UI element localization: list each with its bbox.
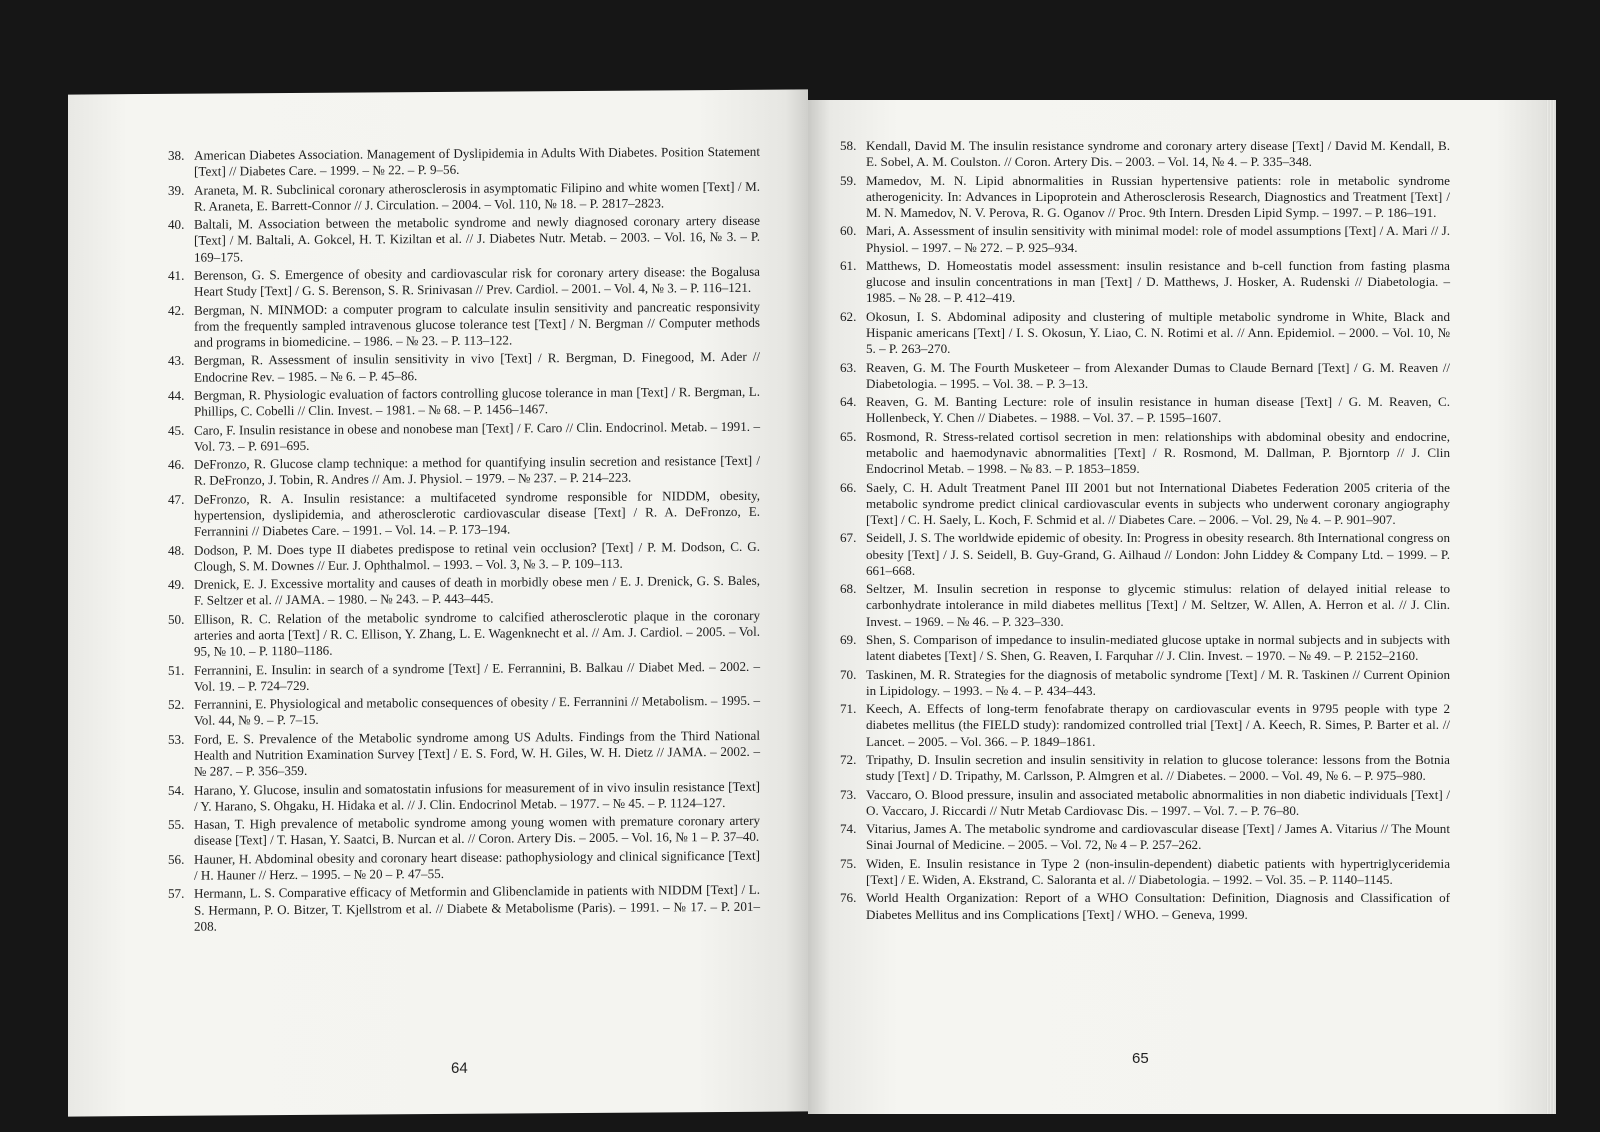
reference-number: 53. (168, 731, 185, 747)
reference-item (840, 394, 1450, 426)
reference-item (840, 667, 1450, 699)
reference-list (840, 138, 1450, 925)
right-page (808, 100, 1556, 1114)
reference-item (168, 349, 760, 386)
reference-number: 52. (168, 696, 185, 713)
reference-number: 75. (840, 855, 857, 871)
reference-number: 39. (168, 182, 185, 198)
reference-text: Taskinen, M. R. Strategies for the diagnosis of metabolic syndrome [Text] / M. R. Taskinen // Current Opinion in Lipidology. – 1993. – № 4. – P. 434–443. (866, 666, 1450, 698)
reference-number: 50. (168, 611, 185, 627)
page-edge (1546, 100, 1556, 1114)
reference-text: DeFronzo, R. A. Insulin resistance: a multifaceted syndrome responsible for NIDDM, obesity, hypertension, dyslipidemia, and atherosclerotic cardiovascular disease [Text] / R. A. DeFronzo, E. Ferrannini // Diabetes Care. – 1991. – Vol. 14. – P. 173–194. (194, 487, 760, 539)
reference-text: Okosun, I. S. Abdominal adiposity and clustering of multiple metabolic syndrome in White, Black and Hispanic americans [Text] / I. S. Okosun, Y. Liao, C. N. Rotimi et al. // Ann. Epidemiol. – 2000. – Vol. 10, № 5. – P. 263–270. (866, 308, 1450, 357)
reference-text: Vitarius, James A. The metabolic syndrome and cardiovascular disease [Text] / James A. Vitarius // The Mount Sinai Journal of Medicine. – 2005. – Vol. 72, № 4 – P. 257–262. (866, 821, 1450, 853)
reference-number: 70. (840, 666, 857, 682)
reference-number: 66. (840, 479, 857, 495)
reference-number: 76. (840, 890, 857, 906)
reference-text: Kendall, David M. The insulin resistance syndrome and coronary artery disease [Text] / David M. Kendall, B. E. Sobel, A. M. Coulston. // Coron. Artery Dis. – 2003. – Vol. 14, № 4. – P. 335–348. (866, 138, 1450, 170)
reference-item (168, 178, 760, 215)
reference-number: 62. (840, 308, 857, 324)
reference-text: Matthews, D. Homeostatis model assessment: insulin resistance and b-cell function from fasting plasma glucose and insulin concentrations in man [Text] / D. Matthews, J. Hosker, A. Rudenski // Diabetologia. – 1985. – № 28. – P. 412–419. (866, 257, 1450, 306)
reference-item (168, 213, 760, 266)
reference-item (840, 856, 1450, 888)
reference-item (840, 632, 1450, 664)
reference-item (840, 787, 1450, 819)
reference-number: 48. (168, 542, 185, 558)
reference-text: Drenick, E. J. Excessive mortality and causes of death in morbidly obese men / E. J. Drenick, G. S. Bales, F. Seltzer et al. // JAMA. – 1980. – № 243. – P. 443–445. (194, 572, 760, 609)
reference-item (840, 581, 1450, 630)
reference-number: 44. (168, 387, 185, 403)
reference-item (168, 298, 760, 351)
reference-number: 42. (168, 302, 185, 318)
reference-text: Shen, S. Comparison of impedance to insulin-mediated glucose uptake in normal subjects and in subjects with latent diabetes [Text] / S. Shen, G. Reaven, I. Farquhar // J. Clin. Invest. – 1970. – № 49. – P. 2152–2160. (866, 631, 1450, 664)
reference-text: Seidell, J. S. The worldwide epidemic of obesity. In: Progress in obesity research. 8th International congress on obesity [Text] / J. S. Seidell, B. Guy-Grand, G. Ailhaud // London: John Liddey & Company Ltd. – 1999. – P. 661–668. (866, 530, 1450, 578)
reference-item (840, 258, 1450, 307)
reference-number: 69. (840, 631, 857, 647)
reference-text: Saely, C. H. Adult Treatment Panel III 2001 but not International Diabetes Federation 2005 criteria of the metabolic syndrome predict clinical cardiovascular events in subjects who underwent coronary angiography [Text] / C. H. Saely, L. Koch, F. Schmid et al. // Diabetes Care. – 2006. – Vol. 29, № 4. – P. 901–907. (866, 479, 1450, 527)
reference-text: Keech, A. Effects of long-term fenofabrate therapy on cardiovascular events in 9795 people with type 2 diabetes mellitus (the FIELD study): randomized controlled trial [Text] / A. Keech, R. Simes, P. Barter et al. // Lancet. – 2005. – Vol. 366. – P. 1849–1861. (866, 701, 1450, 749)
reference-item (168, 538, 760, 575)
reference-text: Seltzer, M. Insulin secretion in response to glycemic stimulus: relation of delayed initial release to carbonhydrate intolerance in mild diabetes mellitus [Text] / M. Seltzer, W. Allen, A. Herron et al. // J. Clin. Invest. – 1969. – № 46. – P. 323–330. (866, 581, 1450, 629)
reference-item (168, 144, 760, 181)
reference-item (840, 429, 1450, 478)
reference-item (168, 488, 760, 541)
reference-text: Hauner, H. Abdominal obesity and coronary heart disease: pathophysiology and clinical significance [Text] / H. Hauner // Herz. – 1995. – № 20 – P. 47–55. (194, 847, 760, 883)
reference-number: 60. (840, 223, 857, 239)
reference-number: 41. (168, 267, 185, 283)
reference-text: American Diabetes Association. Management of Dyslipidemia in Adults With Diabetes. Position Statement [Text] // Diabetes Care. – 1999. – № 22. – P. 9–56. (194, 143, 760, 179)
reference-item (840, 821, 1450, 853)
reference-text: Harano, Y. Glucose, insulin and somatostatin infusions for measurement of in vivo insulin resistance [Text] / Y. Harano, S. Ohgaku, H. Hidaka et al. // J. Clin. Endocrinol Metab. – 1977. – № 45. – P. 1124–127. (194, 778, 760, 814)
reference-text: World Health Organization: Report of a WHO Consultation: Definition, Diagnosis and Classification of Diabetes Mellitus and ins Complications [Text] / WHO. – Geneva, 1999. (866, 890, 1450, 922)
reference-item (840, 752, 1450, 784)
reference-text: Mari, A. Assessment of insulin sensitivity with minimal model: role of model assumptions [Text] / A. Mari // J. Physiol. – 1997. – № 272. – P. 925–934. (866, 223, 1450, 255)
reference-number: 67. (840, 530, 857, 546)
reference-number: 63. (840, 359, 857, 375)
reference-item (840, 360, 1450, 392)
reference-text: Bergman, R. Assessment of insulin sensitivity in vivo [Text] / R. Bergman, D. Finegood, M. Ader // Endocrine Rev. – 1985. – № 6. – P. 45–86. (194, 349, 760, 385)
reference-item (840, 701, 1450, 750)
reference-text: Tripathy, D. Insulin secretion and insulin sensitivity in relation to glucose tolerance: lessons from the Botnia study [Text] / D. Tripathy, M. Carlsson, P. Almgren et al. // Diabetes. – 2000. – Vol. 49, № 6. – P. 975–980. (866, 751, 1450, 784)
reference-text: Caro, F. Insulin resistance in obese and nonobese man [Text] / F. Caro // Clin. Endocrinol. Metab. – 1991. – Vol. 73. – P. 691–695. (194, 418, 760, 454)
reference-number: 64. (840, 394, 857, 410)
reference-number: 56. (168, 851, 185, 867)
reference-item (168, 264, 760, 301)
reference-item (168, 847, 760, 884)
reference-list (168, 144, 760, 937)
reference-text: Bergman, R. Physiologic evaluation of factors controlling glucose tolerance in man [Text] / R. Bergman, L. Phillips, C. Cobelli // Clin. Invest. – 1981. – № 68. – P. 1456–1467. (194, 383, 760, 419)
page-number: 65 (1132, 1050, 1149, 1067)
reference-number: 38. (168, 147, 185, 163)
reference-number: 51. (168, 662, 185, 678)
reference-item (168, 882, 760, 935)
reference-number: 40. (168, 216, 185, 233)
reference-text: Baltali, M. Association between the metabolic syndrome and newly diagnosed coronary artery disease [Text] / M. Baltali, A. Gokcel, H. T. Kiziltan et al. // J. Diabetes Nutr. Metab. – 2003. – Vol. 16, № 3. – P. 169–175. (194, 212, 760, 265)
reference-text: DeFronzo, R. Glucose clamp technique: a method for quantifying insulin secretion and resistance [Text] / R. DeFronzo, J. Tobin, R. Andres // Am. J. Physiol. – 1979. – № 237. – P. 214–223. (194, 452, 760, 489)
reference-item (840, 530, 1450, 579)
reference-text: Ferrannini, E. Insulin: in search of a syndrome [Text] / E. Ferrannini, B. Balkau // Diabet Med. – 2002. – Vol. 19. – P. 724–729. (194, 658, 760, 694)
reference-item (168, 384, 760, 421)
reference-number: 74. (840, 821, 857, 837)
reference-text: Ferrannini, E. Physiological and metabolic consequences of obesity / E. Ferrannini // Metabolism. – 1995. – Vol. 44, № 9. – P. 7–15. (194, 692, 760, 729)
reference-text: Mamedov, M. N. Lipid abnormalities in Russian hypertensive patients: role in metabolic syndrome atherogenicity. In: Advances in Lipoprotein and Atherosclerosis Research, Diagnostics and Treatment [Text] / M. N. Mamedov, N. V. Perova, R. G. Oganov // Proc. 9th Intern. Dresden Lipid Symp. – 1997. – P. 186–191. (866, 172, 1450, 220)
reference-number: 68. (840, 581, 857, 597)
left-page (68, 89, 808, 1116)
reference-number: 55. (168, 816, 185, 832)
reference-item (168, 453, 760, 490)
reference-item (840, 138, 1450, 170)
reference-number: 73. (840, 786, 857, 802)
reference-number: 65. (840, 428, 857, 444)
reference-number: 61. (840, 257, 857, 273)
reference-item (168, 607, 760, 660)
reference-number: 59. (840, 172, 857, 188)
reference-text: Reaven, G. M. Banting Lecture: role of insulin resistance in human disease [Text] / G. M. Reaven, C. Hollenbeck, Y. Chen // Diabetes. – 1988. – Vol. 37. – P. 1595–1607. (866, 394, 1450, 426)
reference-number: 57. (168, 886, 185, 902)
reference-text: Bergman, N. MINMOD: a computer program to calculate insulin sensitivity and pancreatic responsivity from the frequently sampled intravenous glucose tolerance test [Text] / N. Bergman // Computer methods and programs in biomedicine. – 1986. – № 23. – P. 113–122. (194, 298, 760, 350)
reference-text: Reaven, G. M. The Fourth Musketeer – from Alexander Dumas to Claude Bernard [Text] / G. M. Reaven // Diabetologia. – 1995. – Vol. 38. – P. 3–13. (866, 359, 1450, 391)
reference-item (168, 778, 760, 815)
reference-text: Hermann, L. S. Comparative efficacy of Metformin and Glibenclamide in patients with NIDDM [Text] / L. S. Hermann, P. O. Bitzer, T. Kjellstrom et al. // Diabete & Metabolisme (Paris). – 1991. – № 17. – P. 201–208. (194, 882, 760, 934)
reference-item (840, 309, 1450, 358)
reference-number: 46. (168, 456, 185, 473)
reference-item (168, 418, 760, 455)
reference-item (168, 727, 760, 780)
reference-item (840, 173, 1450, 222)
reference-item (168, 813, 760, 850)
reference-text: Araneta, M. R. Subclinical coronary atherosclerosis in asymptomatic Filipino and white women [Text] / M. R. Araneta, E. Barrett-Connor // J. Circulation. – 2004. – Vol. 110, № 18. – P. 2817–2823. (194, 178, 760, 214)
reference-number: 45. (168, 422, 185, 438)
reference-text: Ford, E. S. Prevalence of the Metabolic syndrome among US Adults. Findings from the Third National Health and Nutrition Examination Survey [Text] / E. S. Ford, W. H. Giles, W. H. Dietz // JAMA. – 2002. – № 287. – P. 356–359. (194, 727, 760, 779)
reference-item (840, 890, 1450, 922)
reference-item (840, 223, 1450, 255)
reference-number: 58. (840, 138, 857, 153)
reference-text: Berenson, G. S. Emergence of obesity and cardiovascular risk for coronary artery disease: the Bogalusa Heart Study [Text] / G. S. Berenson, S. R. Srinivasan // Prev. Cardiol. – 2001. – Vol. 4, № 3. – P. 116–121. (194, 263, 760, 299)
reference-item (168, 573, 760, 610)
reference-item (168, 658, 760, 695)
reference-item (168, 693, 760, 730)
reference-number: 54. (168, 782, 185, 798)
reference-text: Hasan, T. High prevalence of metabolic syndrome among young women with premature coronary artery disease [Text] / T. Hasan, Y. Saatci, B. Nurcan et al. // Coron. Artery Dis. – 2005. – Vol. 16, № 1 – P. 37–40. (194, 812, 760, 849)
reference-number: 72. (840, 751, 857, 767)
reference-text: Rosmond, R. Stress-related cortisol secretion in men: relationships with abdominal obesity and endocrine, metabolic and haemodynavic abnormalities [Text] / R. Rosmond, M. Dallman, P. Bjorntorp // J. Clin Endocrinol Metab. – 1998. – № 83. – P. 1853–1859. (866, 428, 1450, 477)
reference-text: Vaccaro, O. Blood pressure, insulin and associated metabolic abnormalities in non diabetic individuals [Text] / O. Vaccaro, J. Riccardi // Nutr Metab Cardiovasc Dis. – 1997. – Vol. 7. – P. 76–80. (866, 786, 1450, 818)
reference-text: Dodson, P. M. Does type II diabetes predispose to retinal vein occlusion? [Text] / P. M. Dodson, C. G. Clough, S. M. Downes // Eur. J. Ophthalmol. – 1993. – Vol. 3, № 3. – P. 109–113. (194, 538, 760, 574)
reference-number: 47. (168, 491, 185, 507)
page-number: 64 (451, 1059, 468, 1077)
reference-item (840, 480, 1450, 529)
reference-number: 71. (840, 701, 857, 717)
reference-number: 49. (168, 576, 185, 593)
reference-text: Ellison, R. C. Relation of the metabolic syndrome to calcified atherosclerotic plaque in the coronary arteries and aorta [Text] / R. C. Ellison, Y. Zhang, L. E. Wagenknecht et al. // Am. J. Cardiol. – 2005. – Vol. 95, № 10. – P. 1180–1186. (194, 607, 760, 659)
reference-text: Widen, E. Insulin resistance in Type 2 (non-insulin-dependent) diabetic patients with hypertriglyceridemia [Text] / E. Widen, A. Ekstrand, C. Saloranta et al. // Diabetologia. – 1992. – Vol. 35. – P. 1140–1145. (866, 855, 1450, 887)
reference-number: 43. (168, 353, 185, 369)
